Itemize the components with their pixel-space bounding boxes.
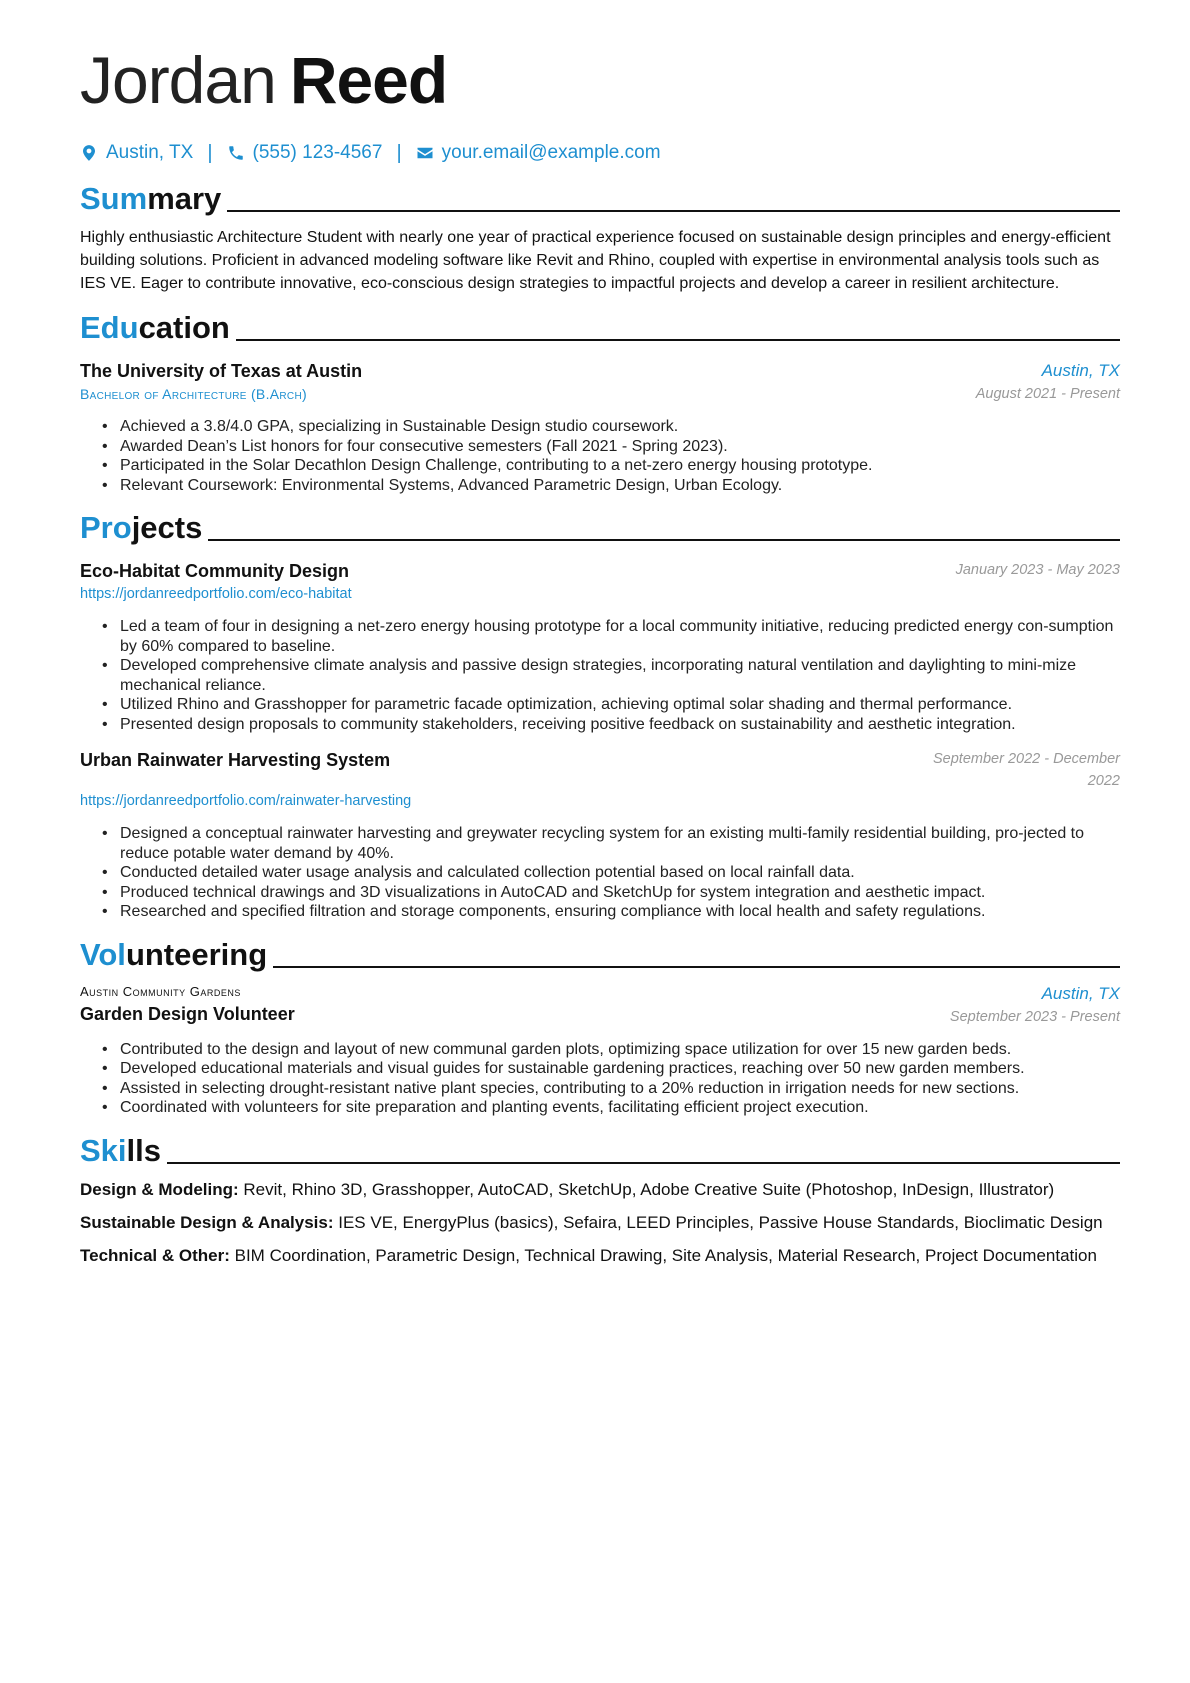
location-item bbox=[80, 142, 193, 164]
project-link[interactable]: https://jordanreedportfolio.com/eco-habitat bbox=[80, 586, 352, 602]
list-item: • Utilized Rhino and Grasshopper for parametric facade optimization, achieving optimal solar shading and thermal performance. bbox=[102, 695, 1120, 715]
skill-value: IES VE, EnergyPlus (basics), Sefaira, LEED Principles, Passive House Standards, Bioclimatic Design bbox=[338, 1212, 1103, 1232]
summary-text: Highly enthusiastic Architecture Student with nearly one year of practical experience focused on sustainable design principles and energy-efficient building solutions. Proficient in advanced modeling software like Revit and Rhino, coupled with expertise in environmental analysis tools such as IES VE. Eager to contribute innovative, eco-conscious design strategies to impactful projects and develop a career in resilient architecture. bbox=[80, 229, 1111, 292]
section-title: Summary bbox=[80, 181, 222, 216]
skill-label: Sustainable Design & Analysis: bbox=[80, 1212, 334, 1232]
list-item: • Awarded Dean’s List honors for four consecutive semesters (Fall 2021 - Spring 2023). bbox=[102, 437, 1120, 457]
section-rule bbox=[236, 339, 1120, 341]
project-link[interactable]: https://jordanreedportfolio.com/rainwater-harvesting bbox=[80, 793, 412, 809]
section-title: Volunteering bbox=[80, 936, 268, 972]
skill-label: Design & Modeling: bbox=[80, 1179, 239, 1199]
volunteer-role: Garden Design Volunteer bbox=[80, 1003, 295, 1024]
contact-separator: | bbox=[396, 141, 402, 164]
project-entry bbox=[80, 559, 1120, 605]
email-link[interactable]: your.email@example.com bbox=[441, 142, 661, 163]
skill-line bbox=[80, 1212, 1120, 1234]
phone-text: (555) 123-4567 bbox=[252, 142, 383, 163]
list-item: • Developed educational materials and visual guides for sustainable gardening practices, reaching over 50 new garden members. bbox=[102, 1059, 1120, 1079]
list-item: • Led a team of four in designing a net-zero energy housing prototype for a local community initiative, reducing predicted energy con-sumption by 60% compared to baseline. bbox=[102, 617, 1120, 656]
section-rule bbox=[167, 1162, 1120, 1164]
project-name: Eco-Habitat Community Design bbox=[80, 561, 350, 581]
summary-heading bbox=[80, 180, 1120, 216]
skill-value: BIM Coordination, Parametric Design, Technical Drawing, Site Analysis, Material Research, Project Documentation bbox=[234, 1245, 1097, 1265]
project-bullets bbox=[80, 617, 1120, 734]
list-item: • Designed a conceptual rainwater harvesting and greywater recycling system for an existing multi-family residential building, pro-jected to reduce potable water demand by 40%. bbox=[102, 824, 1120, 863]
list-item: • Participated in the Solar Decathlon Design Challenge, contributing to a net-zero energy housing prototype. bbox=[102, 456, 1120, 476]
list-item: • Contributed to the design and layout of new communal garden plots, optimizing space utilization for over 15 new garden beds. bbox=[102, 1040, 1120, 1060]
degree: Bachelor of Architecture (B.Arch) bbox=[80, 386, 307, 402]
education-dates: August 2021 - Present bbox=[975, 386, 1120, 402]
phone-item[interactable] bbox=[227, 142, 383, 164]
contact-line bbox=[80, 140, 1120, 166]
organization-name: Austin Community Gardens bbox=[80, 983, 241, 999]
skill-value: Revit, Rhino 3D, Grasshopper, AutoCAD, SketchUp, Adobe Creative Suite (Photoshop, InDesign, Illustrator) bbox=[243, 1179, 1055, 1199]
first-name: Jordan bbox=[80, 43, 276, 117]
education-entry bbox=[80, 359, 1120, 405]
envelope-icon bbox=[416, 144, 434, 162]
project-name: Urban Rainwater Harvesting System bbox=[80, 750, 391, 770]
section-title: Skills bbox=[80, 1132, 161, 1168]
contact-separator: | bbox=[207, 141, 213, 164]
project-dates: 2022 bbox=[1087, 773, 1120, 789]
list-item: • Developed comprehensive climate analysis and passive design strategies, incorporating natural ventilation and daylighting to mini-mize mechanical reliance. bbox=[102, 656, 1120, 695]
candidate-name bbox=[80, 42, 1120, 118]
section-title: Education bbox=[80, 310, 230, 345]
email-item[interactable] bbox=[416, 142, 661, 164]
skills-heading bbox=[80, 1132, 1120, 1168]
section-rule bbox=[208, 539, 1120, 541]
skill-line bbox=[80, 1245, 1120, 1267]
project-bullets bbox=[80, 824, 1120, 922]
skill-line bbox=[80, 1179, 1120, 1201]
volunteering-heading bbox=[80, 936, 1120, 972]
section-rule bbox=[273, 966, 1120, 968]
location-text: Austin, TX bbox=[106, 142, 194, 163]
section-rule bbox=[227, 210, 1120, 212]
project-entry bbox=[80, 748, 1120, 812]
skill-label: Technical & Other: bbox=[80, 1245, 230, 1265]
education-bullets bbox=[80, 417, 1120, 495]
list-item: • Presented design proposals to community stakeholders, receiving positive feedback on sustainability and aesthetic integration. bbox=[102, 715, 1120, 735]
last-name: Reed bbox=[289, 43, 448, 117]
education-heading bbox=[80, 309, 1120, 345]
volunteering-dates: September 2023 - Present bbox=[949, 1008, 1120, 1025]
projects-heading bbox=[80, 509, 1120, 545]
volunteering-location: Austin, TX bbox=[1041, 983, 1120, 1003]
project-dates: September 2022 - December bbox=[933, 751, 1120, 767]
list-item: • Produced technical drawings and 3D visualizations in AutoCAD and SketchUp for system integration and aesthetic impact. bbox=[102, 883, 1120, 903]
volunteering-bullets bbox=[80, 1040, 1120, 1118]
list-item: • Assisted in selecting drought-resistant native plant species, contributing to a 20% reduction in irrigation needs for new sections. bbox=[102, 1079, 1120, 1099]
education-location: Austin, TX bbox=[1041, 361, 1120, 380]
phone-icon bbox=[227, 144, 245, 162]
volunteering-entry bbox=[80, 982, 1120, 1028]
list-item: • Achieved a 3.8/4.0 GPA, specializing in Sustainable Design studio coursework. bbox=[102, 417, 1120, 437]
list-item: • Conducted detailed water usage analysis and calculated collection potential based on local rainfall data. bbox=[102, 863, 1120, 883]
project-dates: January 2023 - May 2023 bbox=[955, 562, 1120, 578]
map-pin-icon bbox=[80, 144, 98, 162]
list-item: • Coordinated with volunteers for site preparation and planting events, facilitating efficient project execution. bbox=[102, 1098, 1120, 1118]
school-name: The University of Texas at Austin bbox=[80, 361, 363, 381]
list-item: • Relevant Coursework: Environmental Systems, Advanced Parametric Design, Urban Ecology. bbox=[102, 476, 1120, 496]
section-title: Projects bbox=[80, 510, 203, 545]
list-item: • Researched and specified filtration and storage components, ensuring compliance with local health and safety regulations. bbox=[102, 902, 1120, 922]
